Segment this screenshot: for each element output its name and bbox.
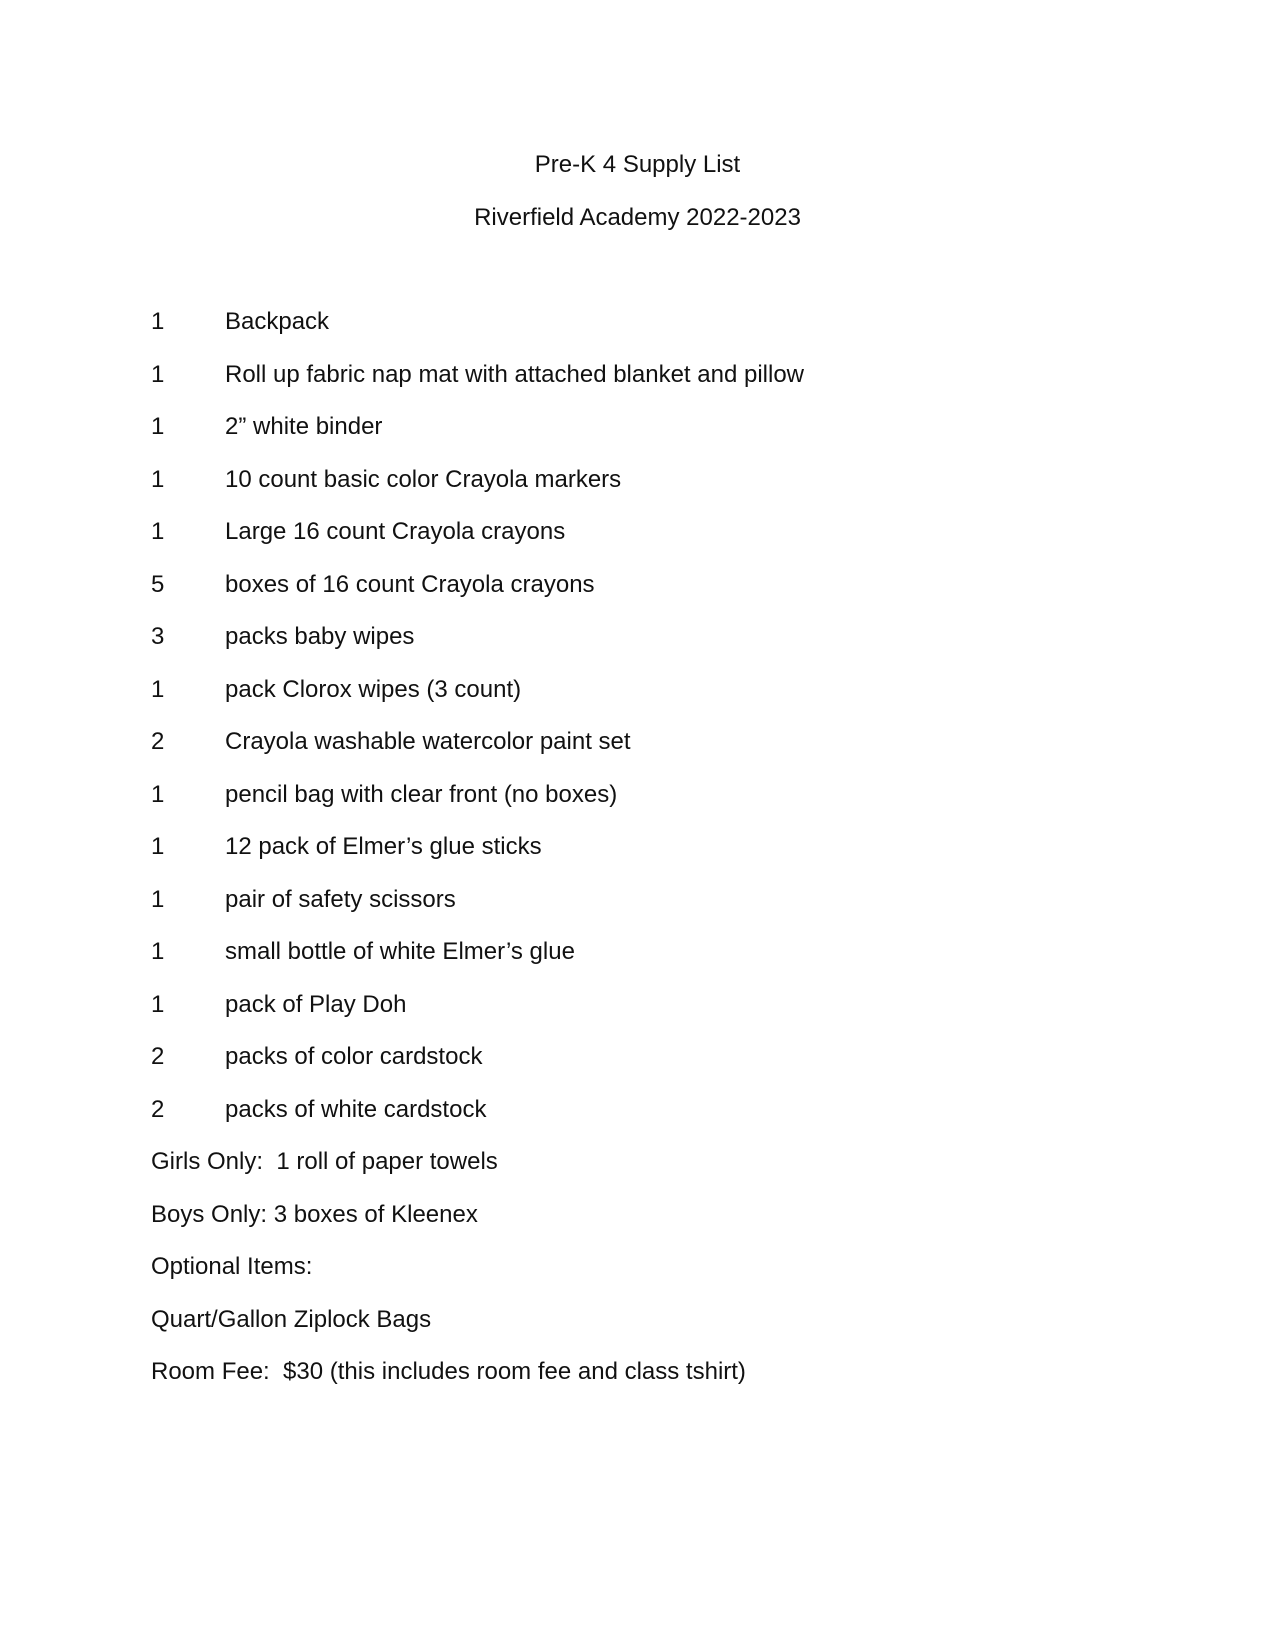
- supply-description: pencil bag with clear front (no boxes): [225, 780, 618, 808]
- supply-quantity: 1: [151, 833, 165, 860]
- supply-description: boxes of 16 count Crayola crayons: [225, 570, 595, 598]
- supply-item: [151, 832, 1151, 885]
- supply-description: Roll up fabric nap mat with attached blanket and pillow: [225, 360, 804, 388]
- supply-quantity: 1: [151, 990, 165, 1018]
- supply-item: [151, 360, 1151, 413]
- supply-item: [151, 517, 1151, 570]
- boys-only-note: Boys Only: 3 boxes of Kleenex: [151, 1200, 478, 1228]
- supply-quantity: 2: [151, 1043, 165, 1070]
- supply-description: small bottle of white Elmer’s glue: [225, 938, 575, 965]
- girls-only-note: Girls Only: 1 roll of paper towels: [151, 1148, 498, 1175]
- supply-description: 10 count basic color Crayola markers: [225, 465, 622, 493]
- optional-items-heading: Optional Items:: [151, 1253, 313, 1280]
- supply-list: [151, 307, 1151, 1147]
- supply-description: Large 16 count Crayola crayons: [225, 518, 566, 545]
- supply-quantity: 1: [151, 780, 165, 808]
- notes-section: [151, 1147, 1151, 1410]
- supply-description: pair of safety scissors: [225, 885, 456, 913]
- supply-quantity: 1: [151, 360, 165, 388]
- supply-description: 12 pack of Elmer’s glue sticks: [225, 833, 542, 860]
- supply-description: Backpack: [225, 308, 330, 335]
- supply-item: [151, 465, 1151, 518]
- supply-quantity: 1: [151, 413, 165, 440]
- supply-item: [151, 780, 1151, 833]
- supply-item: [151, 885, 1151, 938]
- supply-description: pack of Play Doh: [225, 990, 407, 1018]
- optional-item: Quart/Gallon Ziplock Bags: [151, 1305, 432, 1333]
- room-fee-note: Room Fee: $30 (this includes room fee and class tshirt): [151, 1358, 746, 1385]
- supply-item: [151, 937, 1151, 990]
- supply-quantity: 2: [151, 728, 165, 755]
- supply-item: [151, 990, 1151, 1043]
- page-title: Pre-K 4 Supply List: [534, 151, 741, 178]
- page-subtitle: Riverfield Academy 2022-2023: [474, 204, 801, 231]
- supply-quantity: 1: [151, 938, 165, 965]
- supply-item: [151, 622, 1151, 675]
- supply-description: Crayola washable watercolor paint set: [225, 728, 631, 755]
- supply-description: 2” white binder: [225, 413, 383, 440]
- supply-quantity: 1: [151, 885, 165, 913]
- supply-item: [151, 1095, 1151, 1148]
- supply-quantity: 2: [151, 1095, 165, 1123]
- supply-item: [151, 570, 1151, 623]
- supply-quantity: 1: [151, 675, 165, 703]
- supply-quantity: 1: [151, 518, 165, 545]
- supply-item: [151, 1042, 1151, 1095]
- supply-description: packs of color cardstock: [225, 1043, 483, 1070]
- supply-quantity: 5: [151, 570, 165, 598]
- supply-quantity: 3: [151, 623, 165, 650]
- supply-item: [151, 727, 1151, 780]
- supply-item: [151, 675, 1151, 728]
- supply-quantity: 1: [151, 465, 165, 493]
- supply-item: [151, 307, 1151, 360]
- supply-description: packs baby wipes: [225, 623, 415, 650]
- supply-item: [151, 412, 1151, 465]
- supply-description: pack Clorox wipes (3 count): [225, 675, 522, 703]
- supply-description: packs of white cardstock: [225, 1095, 487, 1123]
- supply-quantity: 1: [151, 308, 165, 335]
